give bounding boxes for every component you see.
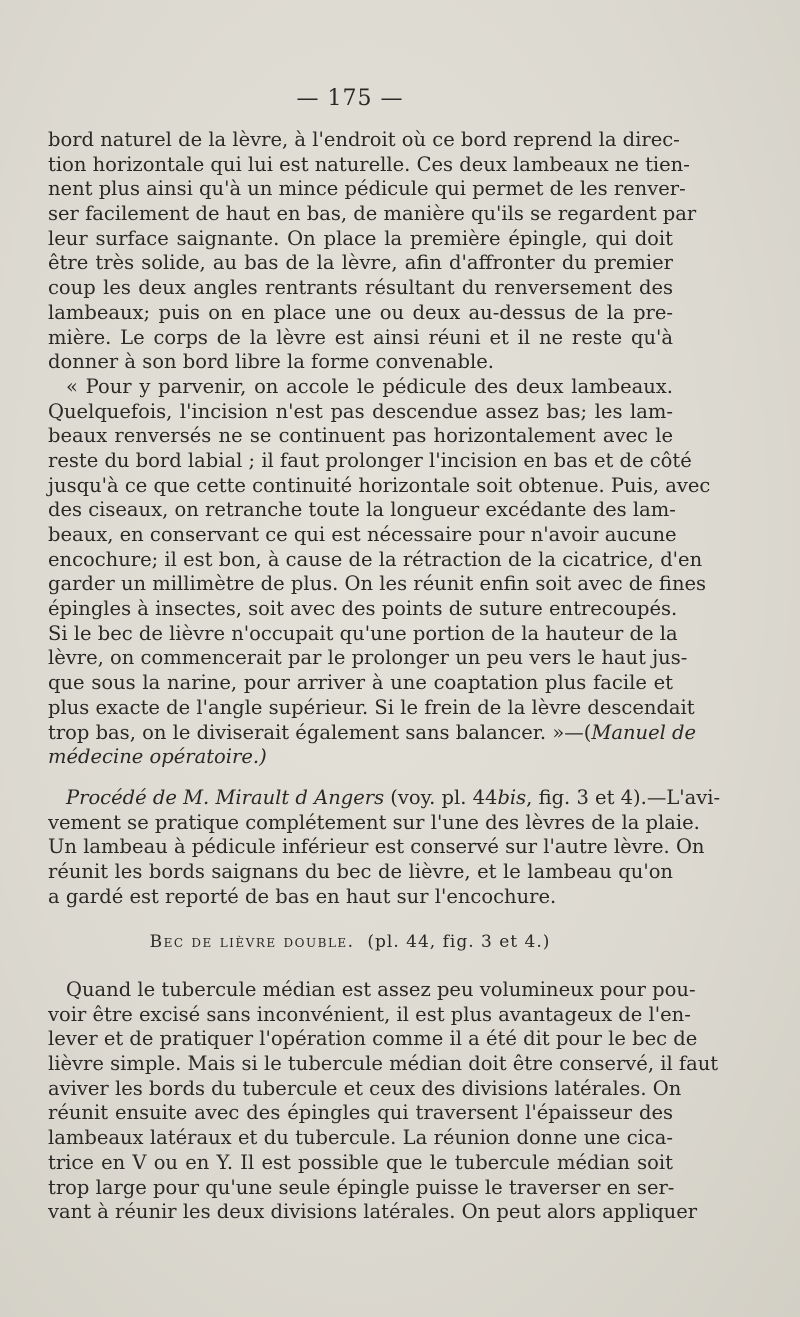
procedure-lead-line: [48, 786, 721, 811]
paragraph-block-3: [48, 978, 719, 1225]
text-line: trop large pour qu'une seule épingle puisse le traverser en ser-: [48, 1175, 675, 1199]
text-line: lièvre simple. Mais si le tubercule médian doit être conservé, il faut: [48, 1052, 719, 1076]
text-line: que sous la narine, pour arriver à une coaptation plus facile et: [48, 671, 673, 695]
text-line: a gardé est reporté de bas en haut sur l'encochure.: [48, 884, 557, 908]
text-line: mière. Le corps de la lèvre est ainsi réuni et il ne reste qu'à: [48, 325, 673, 349]
text-segment: trop bas, on le diviserait également sans balancer. »—(: [48, 720, 592, 744]
text-line: nent plus ainsi qu'à un mince pédicule qui permet de les renver-: [48, 177, 686, 201]
text-line: beaux, en conservant ce qui est nécessaire pour n'avoir aucune: [48, 523, 677, 546]
text-line: réunit les bords saignans du bec de lièvre, et le lambeau qu'on: [48, 860, 673, 884]
citation-title-end: médecine opératoire.): [48, 745, 267, 769]
section-heading-reference: (pl. 44, fig. 3 et 4.): [367, 932, 551, 952]
text-line: Un lambeau à pédicule inférieur est conservé sur l'autre lèvre. On: [48, 835, 705, 859]
plate-bis: bis: [497, 786, 527, 809]
plate-reference: (voy. pl. 44: [384, 786, 498, 809]
procedure-title: Procédé de M. Mirault d Angers: [66, 786, 385, 809]
text-segment: , fig. 3 et 4).—L'avi-: [526, 786, 721, 809]
text-line: Quand le tubercule médian est assez peu volumineux pour pou-: [66, 978, 696, 1001]
text-line: tion horizontale qui lui est naturelle. Ces deux lambeaux ne tien-: [48, 152, 690, 176]
text-line: « Pour y parvenir, on accole le pédicule des deux lambeaux.: [66, 374, 673, 398]
text-line: réunit ensuite avec des épingles qui traversent l'épaisseur des: [48, 1101, 673, 1125]
text-line: bord naturel de la lèvre, à l'endroit où ce bord reprend la direc-: [48, 128, 680, 151]
text-line: lèvre, on commencerait par le prolonger un peu vers le haut jus-: [48, 646, 688, 670]
text-line: épingles à insectes, soit avec des points de suture entrecoupés.: [48, 597, 678, 621]
text-line: ser facilement de haut en bas, de manière qu'ils se regardent par: [48, 202, 697, 226]
text-line: plus exacte de l'angle supérieur. Si le frein de la lèvre descendait: [48, 695, 695, 719]
text-line: Si le bec de lièvre n'occupait qu'une portion de la hauteur de la: [48, 621, 678, 645]
text-line: lever et de pratiquer l'opération comme il a été dit pour le bec de: [48, 1027, 698, 1051]
text-line: vement se pratique complétement sur l'une des lèvres de la plaie.: [48, 810, 700, 834]
text-line: encochure; il est bon, à cause de la rétraction de la cicatrice, d'en: [48, 547, 703, 571]
paragraph-block-1: [48, 128, 711, 770]
text-line: aviver les bords du tubercule et ceux des divisions latérales. On: [48, 1076, 682, 1100]
text-line: Quelquefois, l'incision n'est pas descendue assez bas; les lam-: [48, 399, 673, 423]
page-number: — 175 —: [296, 86, 404, 111]
paragraph-block-2: [48, 786, 721, 909]
citation-title: Manuel de: [591, 720, 697, 744]
text-line: trice en V ou en Y. Il est possible que le tubercule médian soit: [48, 1150, 673, 1174]
text-line: vant à réunir les deux divisions latérales. On peut alors appliquer: [48, 1200, 698, 1224]
section-heading-title: Bec de lièvre double.: [149, 932, 355, 952]
text-line: lambeaux latéraux et du tubercule. La réunion donne une cica-: [48, 1126, 673, 1150]
text-line: garder un millimètre de plus. On les réunit enfin soit avec de fines: [48, 572, 707, 596]
text-line: donner à son bord libre la forme convenable.: [48, 350, 494, 374]
text-line-with-citation: [48, 720, 697, 746]
text-line: reste du bord labial ; il faut prolonger l'incision en bas et de côté: [48, 448, 692, 472]
text-line: lambeaux; puis on en place une ou deux au-dessus de la pre-: [48, 300, 673, 324]
text-line: des ciseaux, on retranche toute la longueur excédante des lam-: [48, 498, 676, 522]
text-line: coup les deux angles rentrants résultant du renversement des: [48, 276, 673, 300]
section-heading: [0, 932, 700, 952]
text-line: être très solide, au bas de la lèvre, afin d'affronter du premier: [48, 251, 673, 275]
text-line: voir être excisé sans inconvénient, il est plus avantageux de l'en-: [48, 1002, 691, 1026]
text-line: jusqu'à ce que cette continuité horizontale soit obtenue. Puis, avec: [48, 473, 711, 497]
text-line: beaux renversés ne se continuent pas horizontalement avec le: [48, 424, 673, 448]
text-line: leur surface saignante. On place la première épingle, qui doit: [48, 226, 673, 250]
